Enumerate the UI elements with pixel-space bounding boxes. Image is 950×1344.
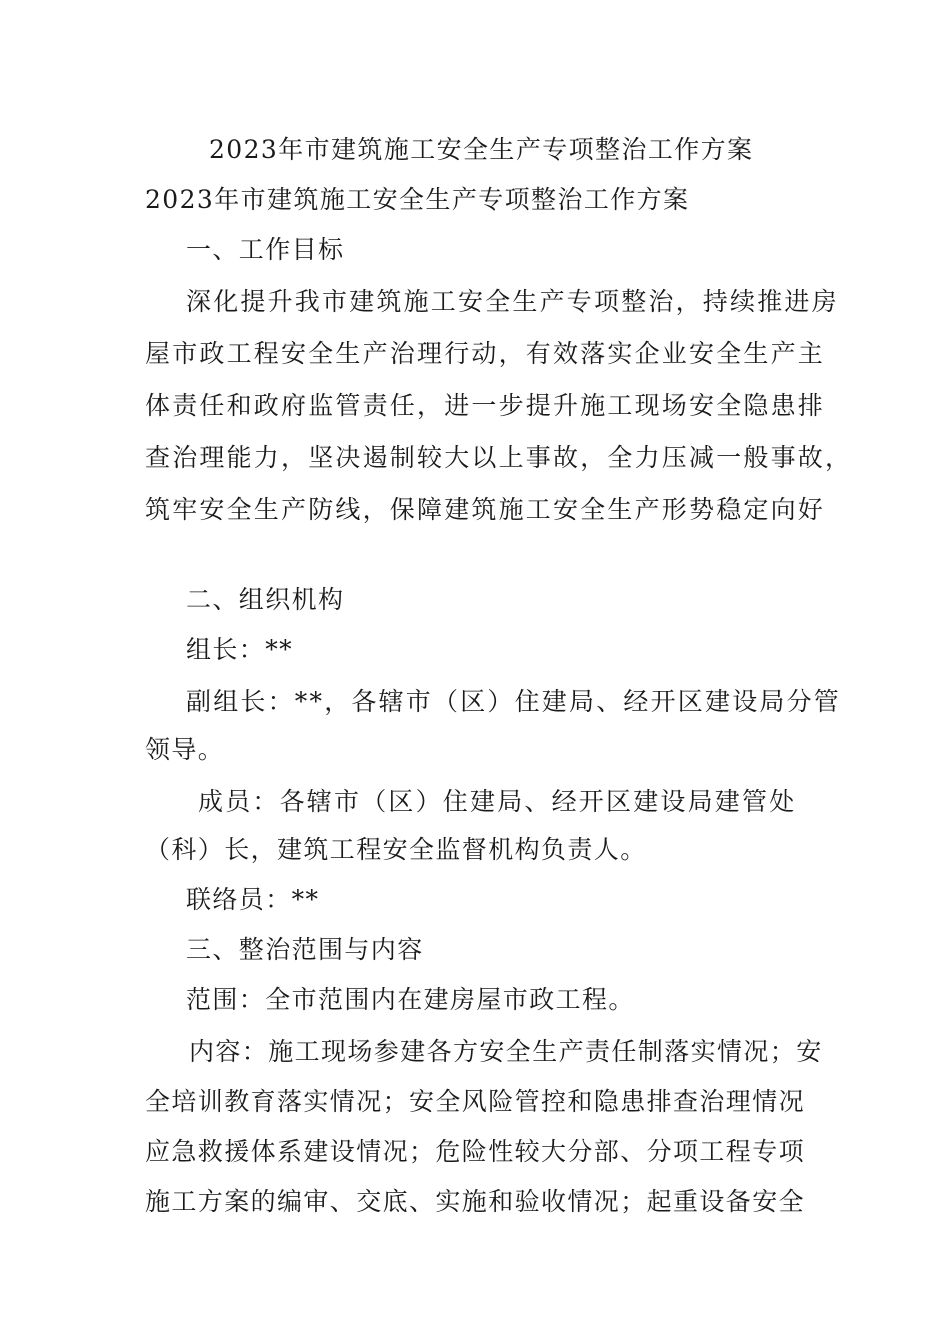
document-subtitle: 2023年市建筑施工安全生产专项整治工作方案 [145,185,690,214]
content-line: 施工方案的编审、交底、实施和验收情况；起重设备安全 [145,1187,806,1216]
content-line: 全培训教育落实情况；安全风险管控和隐患排查治理情况 [145,1087,806,1116]
document-title: 2023年市建筑施工安全生产专项整治工作方案 [209,135,754,164]
section-1-heading: 一、工作目标 [186,235,345,264]
section-1-paragraph-line: 查治理能力，坚决遏制较大以上事故，全力压减一般事故， [145,443,853,472]
section-1-paragraph-line: 屋市政工程安全生产治理行动，有效落实企业安全生产主 [145,339,826,368]
liaison-line: 联络员：** [186,885,320,914]
deputy-leader-line-continued: 领导。 [145,735,225,764]
section-1-paragraph-line: 筑牢安全生产防线，保障建筑施工安全生产形势稳定向好 [145,495,826,524]
section-2-heading: 二、组织机构 [186,585,345,614]
members-line-continued: （科）长，建筑工程安全监督机构负责人。 [145,835,647,864]
section-1-paragraph-line: 体责任和政府监管责任，进一步提升施工现场安全隐患排 [145,391,826,420]
members-line: 成员：各辖市（区）住建局、经开区建设局建管处 [198,787,797,816]
content-line: 内容：施工现场参建各方安全生产责任制落实情况；安 [189,1037,823,1066]
content-line: 应急救援体系建设情况；危险性较大分部、分项工程专项 [145,1137,806,1166]
scope-line: 范围：全市范围内在建房屋市政工程。 [186,985,635,1014]
leader-line: 组长：** [186,635,294,664]
deputy-leader-line: 副组长：**，各辖市（区）住建局、经开区建设局分管 [186,687,842,716]
section-1-paragraph-line: 深化提升我市建筑施工安全生产专项整治，持续推进房 [186,287,839,316]
section-3-heading: 三、整治范围与内容 [186,935,424,964]
